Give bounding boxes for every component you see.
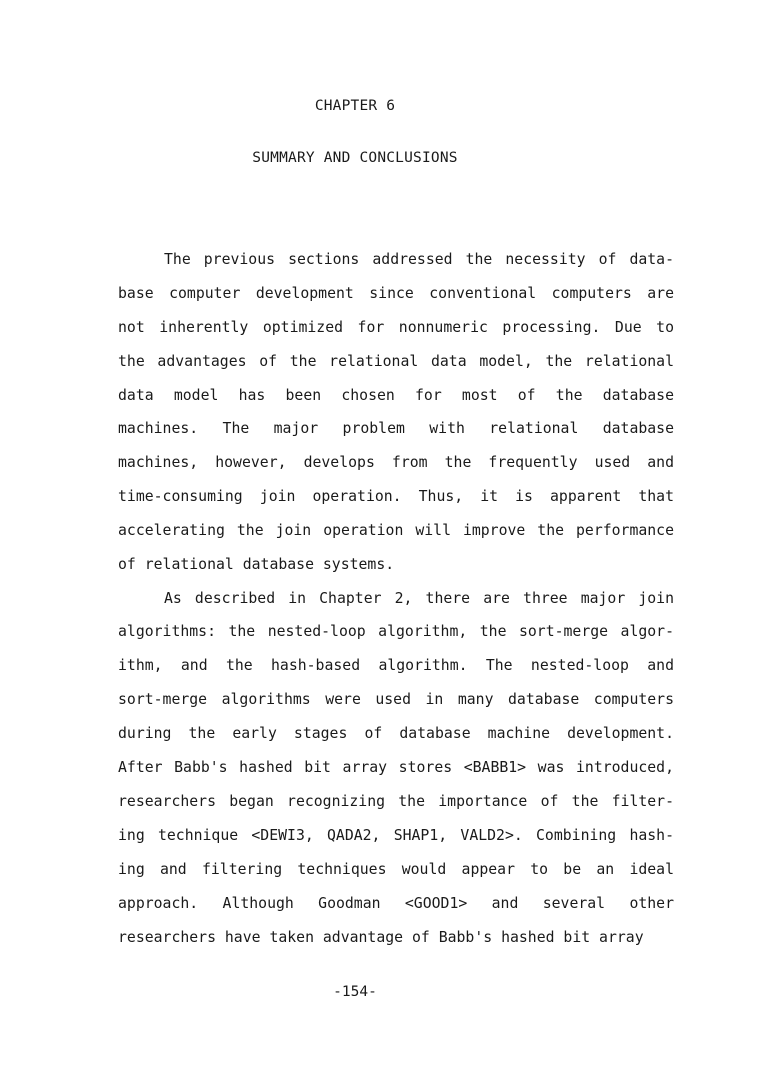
- paragraph-1-line-8: time-consuming join operation. Thus, it is apparent that: [118, 488, 674, 505]
- paragraph-1-line-1: The previous sections addressed the necessity of data-: [164, 251, 674, 268]
- paragraph-2-line-10: approach. Although Goodman <GOOD1> and several other: [118, 895, 674, 912]
- chapter-label: CHAPTER 6: [314, 98, 396, 114]
- paragraph-2-line-4: sort-merge algorithms were used in many database computers: [118, 691, 674, 708]
- paragraph-1-line-9: accelerating the join operation will improve the performance: [118, 522, 674, 539]
- paragraph-1-line-7: machines, however, develops from the frequently used and: [118, 454, 674, 471]
- paragraph-2-line-3: ithm, and the hash-based algorithm. The nested-loop and: [118, 657, 674, 674]
- page-number: -154-: [333, 984, 377, 1000]
- paragraph-2-line-6: After Babb's hashed bit array stores <BABB1> was introduced,: [118, 759, 674, 776]
- paragraph-1-line-10: of relational database systems.: [118, 556, 395, 573]
- paragraph-1-line-5: data model has been chosen for most of the database: [118, 387, 674, 404]
- paragraph-2-line-7: researchers began recognizing the importance of the filter-: [118, 793, 674, 810]
- paragraph-2-line-5: during the early stages of database machine development.: [118, 725, 674, 742]
- paragraph-1-line-6: machines. The major problem with relational database: [118, 420, 674, 437]
- paragraph-2-line-2: algorithms: the nested-loop algorithm, the sort-merge algor-: [118, 623, 674, 640]
- paragraph-1-line-4: the advantages of the relational data model, the relational: [118, 353, 674, 370]
- paragraph-2-line-11: researchers have taken advantage of Babb's hashed bit array: [118, 929, 644, 946]
- chapter-title: SUMMARY AND CONCLUSIONS: [252, 150, 458, 166]
- paragraph-2-line-9: ing and filtering techniques would appear to be an ideal: [118, 861, 674, 878]
- paragraph-2-line-8: ing technique <DEWI3, QADA2, SHAP1, VALD2>. Combining hash-: [118, 827, 674, 844]
- paragraph-2-line-1: As described in Chapter 2, there are three major join: [164, 590, 674, 607]
- paragraph-1-line-3: not inherently optimized for nonnumeric processing. Due to: [118, 319, 674, 336]
- paragraph-1-line-2: base computer development since conventional computers are: [118, 285, 674, 302]
